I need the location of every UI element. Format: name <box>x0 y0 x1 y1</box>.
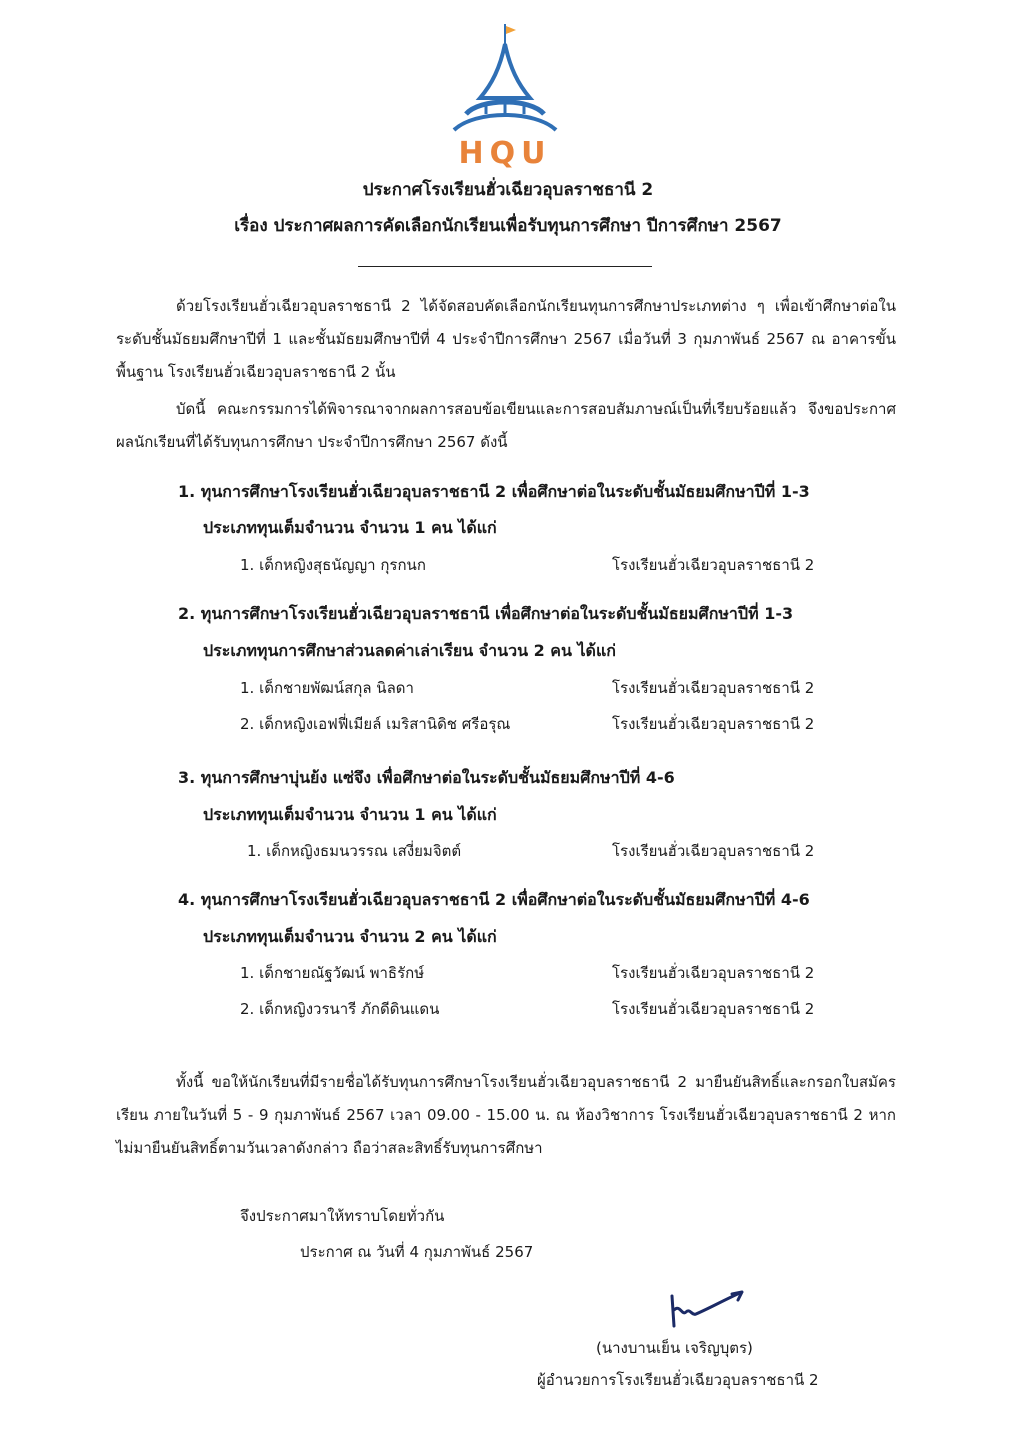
scholarship-type-2: ประเภททุนการศึกษาส่วนลดค่าเล่าเรียน จำนวน 2 คน ได้แก่ <box>203 641 616 660</box>
student-school: โรงเรียนฮั่วเฉียวอุบลราชธานี 2 <box>612 1000 815 1018</box>
scholarship-heading-3: 3. ทุนการศึกษาบุ่นย้ง แซ่จึง เพื่อศึกษาต่อในระดับชั้นมัธยมศึกษาปีที่ 4-6 <box>178 768 675 787</box>
student-school: โรงเรียนฮั่วเฉียวอุบลราชธานี 2 <box>612 842 815 860</box>
scholarship-heading-2: 2. ทุนการศึกษาโรงเรียนฮั่วเฉียวอุบลราชธานี เพื่อศึกษาต่อในระดับชั้นมัธยมศึกษาปีที่ 1-3 <box>178 604 794 623</box>
scholarship-type-4: ประเภททุนเต็มจำนวน จำนวน 2 คน ได้แก่ <box>203 927 497 946</box>
scholarship-type-1: ประเภททุนเต็มจำนวน จำนวน 1 คน ได้แก่ <box>203 518 497 537</box>
student-school: โรงเรียนฮั่วเฉียวอุบลราชธานี 2 <box>612 964 815 982</box>
scholarship-heading-4: 4. ทุนการศึกษาโรงเรียนฮั่วเฉียวอุบลราชธานี 2 เพื่อศึกษาต่อในระดับชั้นมัธยมศึกษาปีที่ 4-6 <box>178 890 810 909</box>
scholarship-heading-1: 1. ทุนการศึกษาโรงเรียนฮั่วเฉียวอุบลราชธานี 2 เพื่อศึกษาต่อในระดับชั้นมัธยมศึกษาปีที่ 1-3 <box>178 482 810 501</box>
student-name: 1. เด็กหญิงธมนวรรณ เสงี่ยมจิตต์ <box>247 842 462 860</box>
announcement-date: ประกาศ ณ วันที่ 4 กุมภาพันธ์ 2567 <box>300 1243 534 1261</box>
school-logo <box>440 18 570 171</box>
student-name: 1. เด็กชายพัฒน์สกุล นิลดา <box>240 679 414 697</box>
student-name: 2. เด็กหญิงเอฟฟี่เมียล์ เมริสานิดิช ศรีอรุณ <box>240 715 511 733</box>
signatory-name: (นางบานเย็น เจริญบุตร) <box>596 1339 753 1357</box>
student-name: 1. เด็กชายณัฐวัฒน์ พาธิรักษ์ <box>240 964 425 982</box>
announcement-subject: เรื่อง ประกาศผลการคัดเลือกนักเรียนเพื่อรับทุนการศึกษา ปีการศึกษา 2567 <box>234 216 782 236</box>
logo-text: HQU <box>458 136 552 171</box>
title-underline <box>358 266 652 267</box>
student-school: โรงเรียนฮั่วเฉียวอุบลราชธานี 2 <box>612 679 815 697</box>
intro-paragraph-1: ด้วยโรงเรียนฮั่วเฉียวอุบลราชธานี 2 ได้จัดสอบคัดเลือกนักเรียนทุนการศึกษาประเภทต่าง ๆ เพื่อเข้าศึกษาต่อในระดับชั้นมัธยมศึกษาปีที่ 1 และชั้นมัธยมศึกษาปีที่ 4 ประจำปีการศึกษา 2567 เมื่อวันที่ 3 กุมภาพันธ์ 2567 ณ อาคารขั้นพื้นฐาน โรงเรียนฮั่วเฉียวอุบลราชธานี 2 นั้น <box>116 297 896 381</box>
intro-paragraph-2: บัดนี้ คณะกรรมการได้พิจารณาจากผลการสอบข้อเขียนและการสอบสัมภาษณ์เป็นที่เรียบร้อยแล้ว จึงขอประกาศผลนักเรียนที่ได้รับทุนการศึกษา ประจำปีการศึกษา 2567 ดังนี้ <box>116 400 896 451</box>
student-school: โรงเรียนฮั่วเฉียวอุบลราชธานี 2 <box>612 556 815 574</box>
spire-emblem-icon <box>440 18 570 143</box>
closing-paragraph: ทั้งนี้ ขอให้นักเรียนที่มีรายชื่อได้รับทุนการศึกษาโรงเรียนฮั่วเฉียวอุบลราชธานี 2 มายืนยันสิทธิ์และกรอกใบสมัครเรียน ภายในวันที่ 5 - 9 กุมภาพันธ์ 2567 เวลา 09.00 - 15.00 น. ณ ห้องวิชาการ โรงเรียนฮั่วเฉียวอุบลราชธานี 2 หากไม่มายืนยันสิทธิ์ตามวันเวลาดังกล่าว ถือว่าสละสิทธิ์รับทุนการศึกษา <box>116 1073 896 1157</box>
scholarship-type-3: ประเภททุนเต็มจำนวน จำนวน 1 คน ได้แก่ <box>203 805 497 824</box>
announcement-title: ประกาศโรงเรียนฮั่วเฉียวอุบลราชธานี 2 <box>362 180 654 200</box>
signature-image <box>662 1286 752 1334</box>
student-name: 2. เด็กหญิงวรนารี ภักดีดินแดน <box>240 1000 440 1018</box>
signatory-position: ผู้อำนวยการโรงเรียนฮั่วเฉียวอุบลราชธานี 2 <box>537 1371 819 1389</box>
announcement-line: จึงประกาศมาให้ทราบโดยทั่วกัน <box>240 1207 445 1225</box>
student-name: 1. เด็กหญิงสุธนัญญา กุรกนก <box>240 556 426 574</box>
student-school: โรงเรียนฮั่วเฉียวอุบลราชธานี 2 <box>612 715 815 733</box>
